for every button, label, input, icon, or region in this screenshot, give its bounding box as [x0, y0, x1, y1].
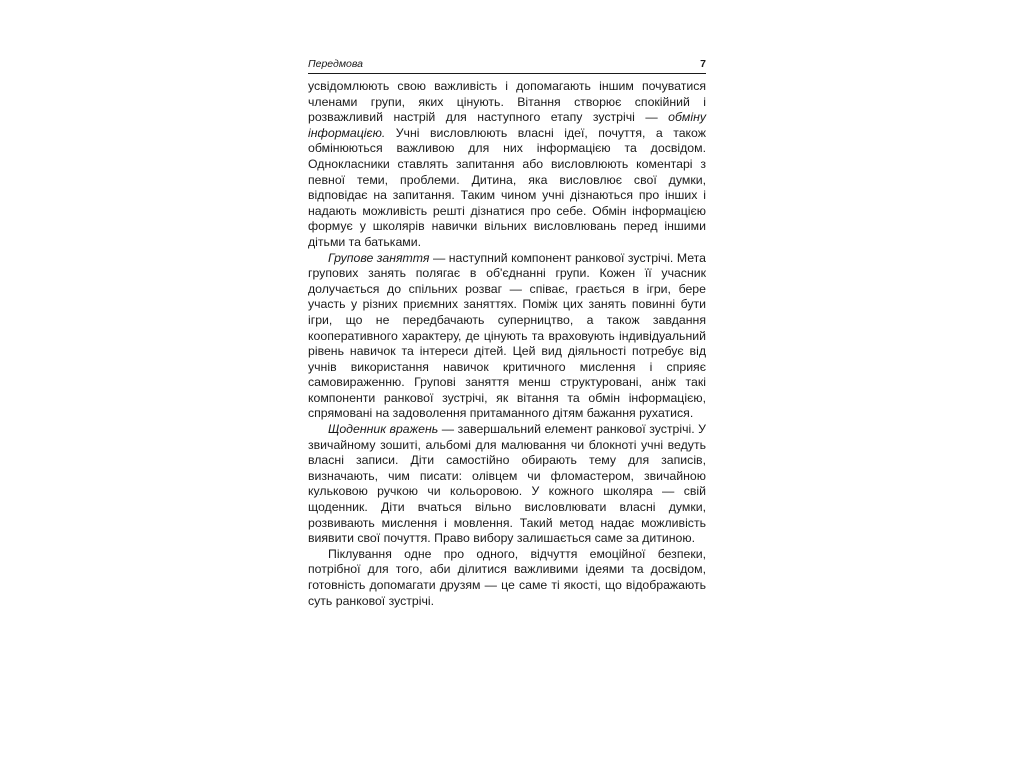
paragraph-3-text: — завершальний елемент ранкової зустрічі. У звичайному зошиті, альбомі для малювання чи блокноті учні ведуть власні записи. Діти самостійно обирають тему для записів, визначають, чим писати: олівцем чи фломастером, звичайною кульковою ручкою чи кольоровою. У кожного школяра — свій щоденник. Діти вчаться вільно висловлювати власні думки, розвивають мислення і мовлення. Такий метод надає можливість виявити свої почуття. Право вибору залишається саме за дитиною.: [308, 422, 706, 546]
page-number: 7: [700, 58, 706, 70]
paragraph-4: [308, 547, 706, 609]
paragraph-1-emphasis: обміну інформацією.: [308, 110, 706, 140]
running-header: [308, 58, 706, 74]
paragraph-3: [308, 422, 706, 547]
section-title: Передмова: [308, 58, 363, 70]
body-text: [308, 79, 706, 609]
paragraph-2-text: — наступний компонент ранкової зустрічі. Мета групових занять полягає в об'єднанні групи. Кожен її учасник долучається до спільних розваг — співає, грається в ігри, бере участь у різних приємних заняттях. Поміж цих занять повинні бути ігри, що не передбачають суперництво, а також завдання кооперативного характеру, де цінують та враховують індивідуальний рівень навичок та інтереси дітей. Цей вид діяльності потребує від учнів використання навичок критичного мислення і сприяє самовираженню. Групові заняття менш структуровані, аніж такі компоненти ранкової зустрічі, як вітання та обмін інформацією, спрямовані на задоволення притаманного дітям бажання рухатися.: [308, 250, 706, 421]
book-page: [308, 58, 706, 609]
paragraph-1: [308, 79, 706, 251]
paragraph-3-term: Щоденник вражень: [328, 422, 439, 437]
paragraph-2-term: Групове заняття: [328, 250, 430, 265]
paragraph-1-text-b: Учні висловлюють власні ідеї, почуття, а також обмінюються важливою для них інформацією та досвідом. Однокласники ставлять запитання або висловлюють коментарі з певної теми, проблеми. Дитина, яка висловлює свої думки, відповідає на запитання. Таким чином учні дізнаються про інших і надають можливість решті дізнатися про себе. Обмін інформацією формує у школярів навички вільних висловлювань перед іншими дітьми та батьками.: [308, 125, 706, 249]
paragraph-4-text: Піклування одне про одного, відчуття емоційної безпеки, потрібної для того, аби ділитися важливими ідеями та досвідом, готовність допомагати друзям — це саме ті якості, що відображають суть ранкової зустрічі.: [308, 546, 706, 608]
paragraph-1-text-a: усвідомлюють свою важливість і допомагають іншим почуватися членами групи, яких цінують. Вітання створює спокійний і розважливий настрій для наступного етапу зустрічі —: [308, 79, 706, 125]
paragraph-2: [308, 251, 706, 423]
